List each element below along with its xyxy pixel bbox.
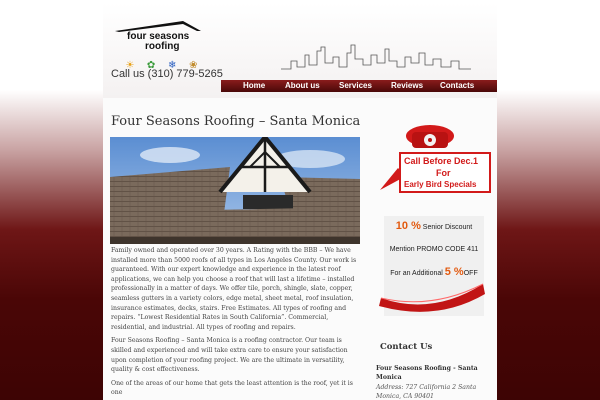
ad1-line3: Early Bird Specials	[404, 180, 477, 189]
leaf-icon: ✿	[146, 60, 156, 71]
senior-discount-line	[384, 220, 484, 232]
additional-discount-line	[384, 266, 484, 278]
logo-text-line1: four seasons	[127, 31, 190, 42]
logo[interactable]	[113, 19, 203, 55]
additional-discount-suffix: OFF	[463, 270, 478, 277]
nav-reviews[interactable]: Reviews	[391, 81, 424, 90]
nav-home[interactable]: Home	[243, 81, 266, 90]
paragraph-2: Four Seasons Roofing – Santa Monica is a roofing contractor. Our team is skilled and experienced and will take extra care to ensure your satisfaction upon completion of your roofing project. We are the ultimate in versatility, quality & cost effectiveness.	[111, 337, 348, 374]
nav-about-us[interactable]: About us	[285, 81, 320, 90]
contact-heading: Contact Us	[380, 342, 433, 352]
promo-code-line: Mention PROMO CODE 411	[389, 246, 479, 253]
ribbon-decoration	[377, 280, 487, 316]
paragraph-3: One of the areas of our home that gets the least attention is the roof, yet it is one	[111, 379, 353, 397]
header-phone: Call us (310) 779-5265	[111, 68, 223, 80]
contact-address: Address: 727 California 2 Santa Monica, CA 90401	[376, 384, 477, 400]
senior-discount-value: 10 %	[395, 220, 421, 232]
ad1-phone-label: CONTACT US	[420, 147, 446, 152]
nav-contacts[interactable]: Contacts	[440, 81, 475, 90]
senior-discount-label: Senior Discount	[420, 224, 473, 231]
city-skyline-icon	[281, 41, 471, 71]
page-title: Four Seasons Roofing – Santa Monica	[111, 114, 361, 129]
ad1-line2: For	[436, 168, 451, 178]
flower-icon: ❀	[189, 60, 198, 71]
additional-discount-label: For an Additional	[390, 270, 445, 277]
sun-icon: ☀	[125, 60, 135, 71]
snowflake-icon: ❄	[167, 60, 177, 71]
main-nav	[221, 80, 497, 92]
content-area	[103, 98, 497, 400]
season-icons	[125, 53, 204, 71]
additional-discount-value: 5 %	[444, 266, 464, 278]
logo-text-line2: roofing	[145, 41, 180, 52]
ad1-line1: Call Before Dec.1	[404, 156, 479, 166]
nav-services[interactable]: Services	[339, 81, 372, 90]
early-bird-ad[interactable]	[374, 118, 492, 196]
page-container	[103, 3, 497, 400]
contact-company-name: Four Seasons Roofing - Santa Monica	[376, 365, 478, 381]
paragraph-1: Family owned and operated over 30 years. A Rating with the BBB – We have installed more than 5000 roofs of all types in Los Angeles County. Our work is guaranteed. With our expert knowledge and experience in the latest roof applications, we can help you choose a roof that will last a lifetime – installed professionally in a matter of days. We offer tile, porch, shingle, slate, copper, seamless gutters in a variety colors, edge metal, sheet metal, roof insulation, insurance estimates, decks, stairs. Free Estimates. All types of roofing and repairs. “Lowest Residential Rates in South California”. Commercial, residential, and industrial. All types of roofing and repairs.	[111, 247, 357, 331]
main-body-text	[111, 246, 362, 400]
site-header	[103, 3, 497, 98]
roof-photo	[110, 137, 360, 244]
